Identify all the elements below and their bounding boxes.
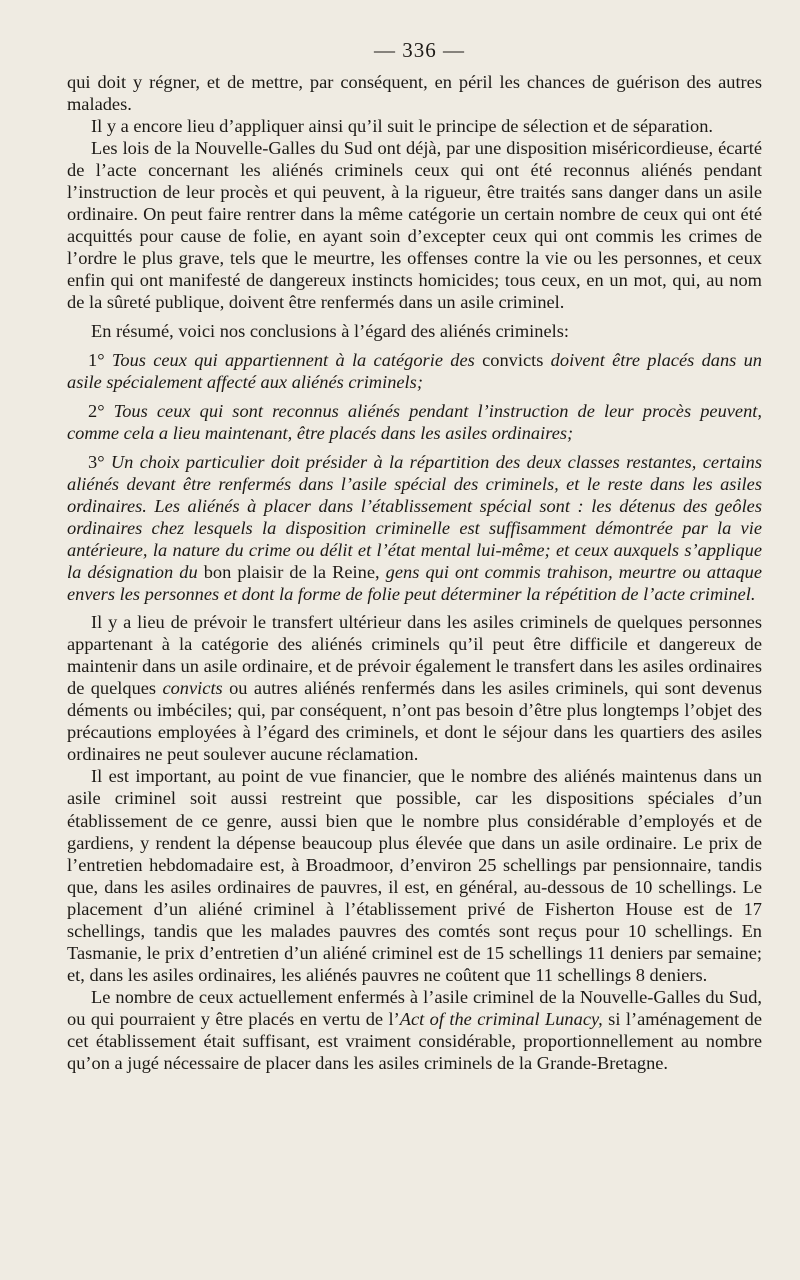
text-run: bon plaisir de la Reine, — [203, 561, 380, 582]
text-run: 3° — [88, 451, 105, 472]
text-run: Il est important, au point de vue financier, que le nombre des aliénés maintenus dans un asile criminel soit aussi restreint que possible, car les dispositions spéciales d’un établissement de ce genre, aussi bien que le nombre plus considérable d’employés et de gardiens, y rendent la dépense beaucoup plus élevée que dans un asile ordinaire. Le prix de l’entretien hebdomadaire est, à Broadmoor, d’environ 25 schellings par pensionnaire, tandis que, dans les asiles ordinaires de pauvres, il est, en général, au-dessous de 10 schellings. Le placement d’un aliéné criminel à l’établissement privé de Fisherton House est de 17 schellings, tandis que les malades pauvres des comtés sont reçus pour 10 schellings. En Tasmanie, le prix d’entretien d’un aliéné criminel est de 15 schellings 11 deniers par semaine; et, dans les asiles ordinaires, les aliénés pauvres ne coûtent que 11 schellings 8 deniers. — [67, 766, 762, 985]
paragraph-p2 — [67, 137, 762, 313]
body-text — [67, 71, 762, 1074]
paragraph-p8 — [67, 765, 762, 985]
text-run: Un choix particulier doit présider à la répartition des deux classes restantes, certains aliénés devant être renfermés dans l’asile spécial des criminels, et le reste dans les asiles ordinaires. Les aliénés à placer dans l’établissement spécial sont : les détenus des geôles ordinaires chez lesquels la disposition criminelle est suffisamment démontrée par la vie antérieure, la nature du crime ou délit et l’état mental lui-même; et ceux auxquels s’applique la désignation du — [67, 451, 762, 582]
paragraph-p5 — [67, 400, 762, 444]
paragraph-p9 — [67, 986, 762, 1074]
text-run: convicts — [482, 349, 544, 370]
text-run: Le nombre de ceux actuellement enfermés à l’asile criminel de la Nouvelle-Galles du Sud, ou qui pourraient y être placés en vertu de l’ — [67, 986, 762, 1029]
text-run: Tous ceux qui sont reconnus aliénés pendant l’instruction de leur procès peuvent, comme cela a lieu maintenant, être placés dans les asiles ordinaires; — [67, 400, 762, 443]
paragraph-p6 — [67, 451, 762, 605]
text-run: gens qui ont commis trahison, meurtre ou attaque envers les personnes et dont la forme de folie peut déterminer la répétition de l’acte criminel. — [67, 561, 763, 605]
paragraph-p4 — [67, 349, 762, 393]
paragraph-p0 — [67, 71, 762, 115]
text-run: si l’aménagement de cet établissement était suffisant, est vraiment considérable, proportionnellement au nombre qu’on a jugé nécessaire de placer dans les asiles criminels de la Grande-Bretagne. — [67, 1008, 762, 1074]
text-run: qui doit y régner, et de mettre, par conséquent, en péril les chances de guérison des autres malades. — [67, 72, 762, 115]
text-run: Les lois de la Nouvelle-Galles du Sud ont déjà, par une disposition miséricordieuse, écarté de l’acte concernant les aliénés criminels ceux qui ont été reconnus aliénés pendant l’instruction de leur procès et qui peuvent, à la rigueur, être traités sans danger dans un asile ordinaire. On peut faire rentrer dans la même catégorie un certain nombre de ceux qui ont été acquittés pour cause de folie, en ayant soin d’excepter ceux qui ont commis les crimes de l’ordre le plus grave, tels que le meurtre, les offenses contre la vie ou les personnes, et ceux enfin qui ont manifesté de dangereux instincts homicides; tous ceux, en un mot, qui, au nom de la sûreté publique, doivent être renfermés dans un asile criminel. — [67, 138, 762, 313]
text-run: 1° — [88, 349, 105, 370]
paragraph-p1 — [67, 115, 762, 137]
text-run: Il y a encore lieu d’appliquer ainsi qu’il suit le principe de sélection et de séparation. — [91, 116, 713, 137]
text-run: Tous ceux qui appartiennent à la catégorie des — [104, 349, 483, 370]
text-run: ou autres aliénés renfermés dans les asiles criminels, qui sont devenus déments ou imbéciles; qui, par conséquent, n’ont pas besoin d’être plus longtemps l’objet des précautions employées à l’égard des criminels, et dont le séjour dans les quartiers des asiles ordinaires ne peut soulever aucune réclamation. — [67, 678, 762, 765]
page-number: — 336 — — [374, 38, 465, 62]
text-run: 2° — [88, 400, 105, 421]
paragraph-p3 — [67, 320, 762, 342]
paragraph-p7 — [67, 611, 762, 765]
text-run: En résumé, voici nos conclusions à l’égard des aliénés criminels: — [91, 320, 570, 341]
text-run: Act of the criminal Lunacy, — [399, 1008, 603, 1029]
text-run: Il y a lieu de prévoir le transfert ultérieur dans les asiles criminels de quelques personnes appartenant à la catégorie des aliénés criminels qu’il peut être difficile et dangereux de maintenir dans un asile ordinaire, et de prévoir également le transfert dans les asiles ordinaires de quelques — [67, 612, 762, 699]
text-run: doivent être placés dans un asile spécialement affecté aux aliénés criminels; — [67, 349, 762, 392]
text-run: convicts — [162, 678, 223, 699]
